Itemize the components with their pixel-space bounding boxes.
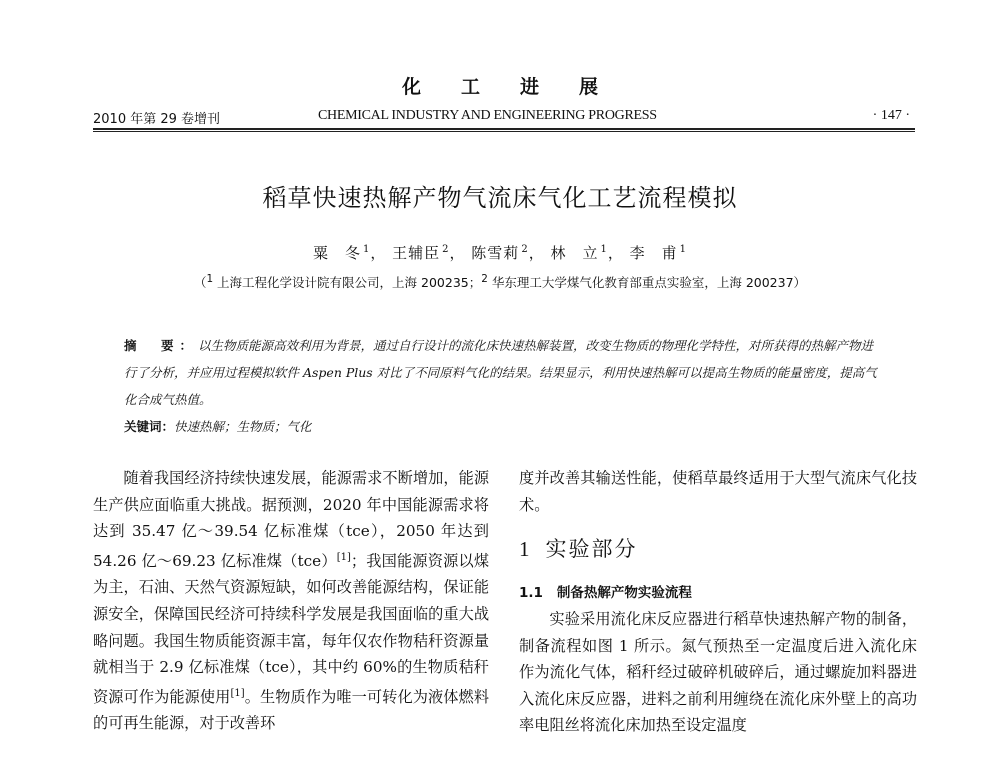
body-left-column: 随着我国经济持续快速发展，能源需求不断增加，能源生产供应面临重大挑战。据预测，2020 年中国能源需求将达到 35.47 亿～39.54 亿标准煤（tce），2050 年达到 54.26 亿～69.23 亿标准煤（tce）[1]；我国能源资源以煤为主，石油、天然气资源短缺，如何改善能源结构，保证能源安全，保障国民经济可持续科学发展是我国面临的重大战略问题。我国生物质能资源丰富，每年仅农作物秸秆资源量就相当于 2.9 亿标准煤（tce），其中约 60%的生物质秸秆资源可作为能源使用[1]。生物质作为唯一可转化为液体燃料的可再生能源，对于改善环 [93,469,490,733]
journal-title: 化工进展 [401,76,638,98]
abstract-label: 摘 要： [124,338,199,353]
keywords [124,413,884,440]
citation-ref: [1] [336,551,351,563]
subsection-heading [519,581,692,601]
section-number: 1 [519,537,532,561]
author-aff: 1 [600,244,608,255]
keywords-text: 快速热解；生物质；气化 [174,419,312,434]
affiliation-2: 华东理工大学煤气化教育部重点实验室，上海 200237） [487,275,807,291]
author: 陈雪莉 [471,244,520,262]
author: 粟 冬 [312,244,361,262]
citation-ref: [1] [230,687,245,699]
author-list: 粟 冬 $^1$， 王辅臣 $^2$， 陈雪莉 $^2$， 林 立 $^1$， 李 甫 $^1$ [312,244,688,262]
issue-info: 2010 年第 29 卷增刊 [93,112,221,127]
subsection-title: 制备热解产物实验流程 [556,585,692,601]
author-aff: 1 [362,244,371,255]
page-number: · 147 · [872,108,910,123]
subsection-number: 1.1 [519,585,543,601]
abstract [124,332,884,413]
affiliation-1: 上海工程化学设计院有限公司，上海 200235； [213,275,482,291]
author-aff: 2 [442,244,450,255]
author-aff: 2 [521,244,529,255]
header-rule-thin [93,131,915,132]
author: 林 立 [550,244,599,262]
keywords-label: 关键词： [124,419,175,434]
journal-english-title: CHEMICAL INDUSTRY AND ENGINEERING PROGRESS [318,108,657,123]
article-title: 稻草快速热解产物气流床气化工艺流程模拟 [262,184,738,212]
body-right-continuation: 度并改善其输送性能，使稻草最终适用于大型气流床气化技术。 [519,469,917,514]
author-aff: 1 [679,244,688,255]
author: 王辅臣 [392,244,441,262]
author: 李 甫 [629,244,678,262]
aff-mark-2: 2 [481,273,488,285]
header-rule [93,128,915,130]
section-title: 实验部分 [545,537,638,561]
section-heading [519,533,638,563]
body-right-paragraph: 实验采用流化床反应器进行稻草快速热解产物的制备，制备流程如图 1 所示。氮气预热至一定温度后进入流化床作为流化气体，稻秆经过破碎机破碎后，通过螺旋加料器进入流化床反应器，进料之前利用缠绕在流化床外壁上的高功率电阻丝将流化床加热至设定温度 [519,610,917,735]
aff-mark-1: 1 [206,273,214,285]
affiliations: （$^1$ 上海工程化学设计院有限公司，上海 200235；$^2$ 华东理工大学煤气化教育部重点实验室，上海 200237） [193,273,807,291]
abstract-text: 以生物质能源高效利用为背景，通过自行设计的流化床快速热解装置，改变生物质的物理化学特性，对所获得的热解产物进行了分析，并应用过程模拟软件 Aspen Plus 对比了不同原料气化的结果。结果显示，利用快速热解可以提高生物质的能量密度，提高气化合成气热值。 [124,338,877,407]
